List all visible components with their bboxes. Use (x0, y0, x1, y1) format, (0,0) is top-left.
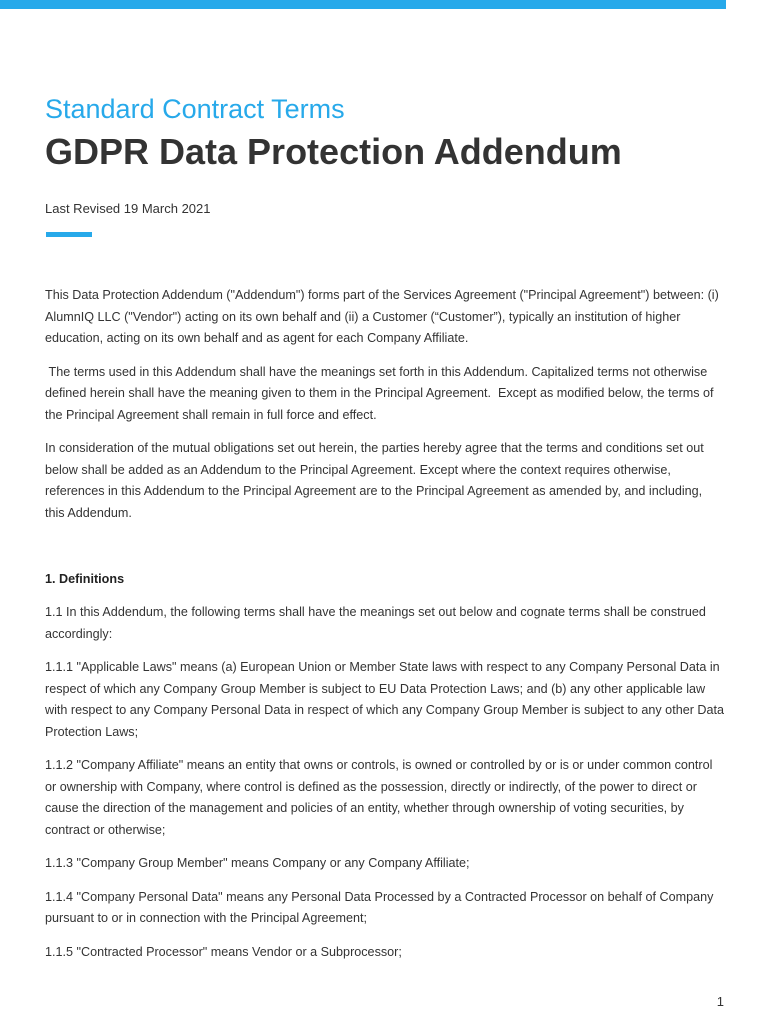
intro-paragraph-parties: This Data Protection Addendum ("Addendum") forms part of the Services Agreement ("Principal Agreement") between: (i) AlumnIQ LLC ("Vendor") acting on its own behalf and (ii) a Customer (“Customer”), typically an institution of higher education, acting on its own behalf and as agent for each Company Affiliate. (45, 288, 719, 345)
definition-clause: 1.1.4 "Company Personal Data" means any Personal Data Processed by a Contracted Processor on behalf of Company pursuant to or in connection with the Principal Agreement; (45, 889, 714, 925)
intro-paragraph-terms: The terms used in this Addendum shall have the meanings set forth in this Addendum. Capitalized terms not otherwise defined herein shall have the meaning given to them in the Principal Agreement. Except as modified below, the terms of the Principal Agreement shall remain in full force and effect. (45, 364, 718, 422)
section-heading-definitions: 1. Definitions (45, 572, 125, 586)
definition-clause: 1.1.1 "Applicable Laws" means (a) European Union or Member State laws with respect to any Company Personal Data in respect of which any Company Group Member is subject to EU Data Protection Laws; and (b) any other applicable law with respect to any Company Personal Data in respect of which any Company Group Member is subject to any other Data Protection Laws; (45, 660, 724, 739)
definition-clause: 1.1 In this Addendum, the following terms shall have the meanings set out below and cognate terms shall be construed accordingly: (45, 605, 706, 641)
definition-clause: 1.1.5 "Contracted Processor" means Vendor or a Subprocessor; (45, 944, 402, 959)
definition-clause: 1.1.3 "Company Group Member" means Company or any Company Affiliate; (45, 856, 470, 870)
document-kicker: Standard Contract Terms (45, 94, 345, 124)
document-title: GDPR Data Protection Addendum (45, 131, 622, 172)
page-number: 1 (716, 994, 724, 1009)
top-accent-bar (0, 0, 726, 9)
title-accent-rule (46, 232, 92, 237)
intro-paragraph-consideration: In consideration of the mutual obligations set out herein, the parties hereby agree that the terms and conditions set out below shall be added as an Addendum to the Principal Agreement. Except where the context requires otherwise, references in this Addendum to the Principal Agreement are to the Principal Agreement as amended by, and including, this Addendum. (45, 441, 704, 520)
definition-clause: 1.1.2 "Company Affiliate" means an entity that owns or controls, is owned or controlled by or is or under common control or ownership with Company, where control is defined as the possession, directly or indirectly, of the power to direct or cause the direction of the management and policies of an entity, whether through ownership of voting securities, by contract or otherwise; (45, 758, 713, 837)
document-body (45, 90, 725, 963)
last-revised-date: Last Revised 19 March 2021 (45, 201, 211, 216)
